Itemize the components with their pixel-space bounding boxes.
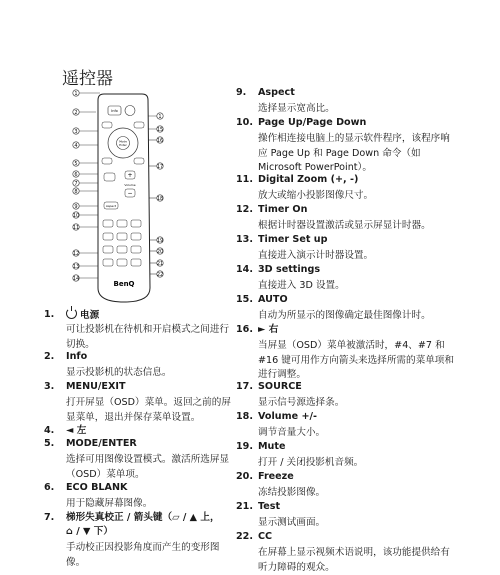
item-heading: MENU/EXIT xyxy=(66,381,126,392)
item-description: 可让投影机在待机和开启模式之间进行切换。 xyxy=(66,324,230,350)
item-description: 直接进入 3D 设置。 xyxy=(258,280,345,291)
list-item-number: 20. xyxy=(236,471,253,482)
item-heading: 梯形失真校正 / 箭头键（▱ / ▲ 上，⌂ / ▼ 下） xyxy=(66,512,220,537)
item-heading: Timer On xyxy=(258,204,308,215)
item-heading: Digital Zoom (+, -) xyxy=(258,174,359,185)
list-item-number: 18. xyxy=(236,411,253,422)
svg-text:19: 19 xyxy=(156,237,164,244)
list-item-number: 10. xyxy=(236,117,253,128)
item-heading: CC xyxy=(258,531,273,542)
item-heading: 3D settings xyxy=(258,264,321,275)
svg-text:+: + xyxy=(127,172,133,179)
item-heading: MODE/ENTER xyxy=(66,438,137,449)
page-title: 遥控器 xyxy=(62,69,113,89)
power-icon xyxy=(66,308,77,319)
list-item-number: 17. xyxy=(236,381,253,392)
list-item-number: 16. xyxy=(236,324,253,335)
remote-drawing xyxy=(70,88,185,306)
list-item-number: 13. xyxy=(236,234,253,245)
item-heading: AUTO xyxy=(258,294,288,305)
svg-text:Volume: Volume xyxy=(124,183,136,187)
svg-text:Enter: Enter xyxy=(119,142,127,147)
svg-text:Info: Info xyxy=(111,109,118,113)
item-description: 显示信号源选择条。 xyxy=(258,397,345,408)
svg-text:2: 2 xyxy=(74,109,78,116)
svg-text:14: 14 xyxy=(72,275,80,282)
svg-text:1: 1 xyxy=(158,113,162,120)
item-heading: 电源 xyxy=(80,310,100,321)
list-item: 5. xyxy=(44,438,55,449)
item-heading: Info xyxy=(66,351,88,362)
svg-text:4: 4 xyxy=(74,142,78,149)
svg-text:9: 9 xyxy=(74,203,78,210)
item-heading: Page Up/Page Down xyxy=(258,117,367,128)
item-description: 选择显示宽高比。 xyxy=(258,103,335,114)
item-heading: Freeze xyxy=(258,471,294,482)
item-description: 直接进入演示计时器设置。 xyxy=(258,250,374,261)
list-item-number: 21. xyxy=(236,501,253,512)
svg-text:11: 11 xyxy=(72,224,80,231)
svg-text:Mode: Mode xyxy=(119,139,127,144)
svg-text:18: 18 xyxy=(156,195,164,202)
item-heading: SOURCE xyxy=(258,381,302,392)
list-item-number: 22. xyxy=(236,531,253,542)
svg-text:13: 13 xyxy=(72,263,80,270)
svg-text:16: 16 xyxy=(156,137,164,144)
item-description: 打开屏显（OSD）菜单。返回之前的屏显菜单，退出并保存菜单设置。 xyxy=(66,397,231,423)
svg-text:17: 17 xyxy=(156,163,164,170)
item-description: 冻结投影图像。 xyxy=(258,487,326,498)
item-description: 根据计时器设置激活或显示屏显计时器。 xyxy=(258,220,431,231)
svg-text:8: 8 xyxy=(74,188,78,195)
list-item-number: 15. xyxy=(236,294,253,305)
svg-text:10: 10 xyxy=(72,212,80,219)
svg-text:15: 15 xyxy=(156,126,164,133)
svg-text:7: 7 xyxy=(74,180,78,187)
list-item: 7. xyxy=(44,512,55,523)
item-description: 显示测试画面。 xyxy=(258,517,326,528)
list-item: 3. xyxy=(44,381,55,392)
remote-brand: BenQ xyxy=(113,280,135,288)
list-item: 6. xyxy=(44,482,55,493)
list-item: 2. xyxy=(44,351,55,362)
item-description: 用于隐藏屏幕图像。 xyxy=(66,498,153,509)
svg-text:6: 6 xyxy=(74,171,78,178)
item-heading: Test xyxy=(258,501,281,512)
item-description: 手动校正因投影角度而产生的变形图像。 xyxy=(66,542,220,568)
item-heading: Aspect xyxy=(258,87,295,98)
svg-text:−: − xyxy=(127,190,133,197)
item-description: 当屏显（OSD）菜单被激活时，#4、#7 和 #16 键可用作方向箭头来选择所需的菜单项和进行调整。 xyxy=(258,340,454,380)
svg-text:Aspect: Aspect xyxy=(105,204,117,208)
item-description: 显示投影机的状态信息。 xyxy=(66,367,172,378)
item-heading: ► 右 xyxy=(258,324,279,335)
list-item: 4. xyxy=(44,425,55,436)
remote-illustration xyxy=(70,88,185,306)
item-heading: Timer Set up xyxy=(258,234,328,245)
svg-text:1: 1 xyxy=(74,90,78,97)
item-description: 选择可用图像设置模式。激活所选屏显（OSD）菜单项。 xyxy=(66,454,230,480)
item-description: 调节音量大小。 xyxy=(258,427,326,438)
item-description: 打开 / 关闭投影机音频。 xyxy=(258,457,364,468)
list-item-number: 11. xyxy=(236,174,253,185)
item-heading: Mute xyxy=(258,441,286,452)
item-description: 在屏幕上显示视频术语说明，该功能提供给有听力障碍的观众。 xyxy=(258,547,450,573)
svg-text:5: 5 xyxy=(74,160,78,167)
item-description: 自动为所显示的图像确定最佳图像计时。 xyxy=(258,310,431,321)
list-item-number: 14. xyxy=(236,264,253,275)
item-description: 操作相连接电脑上的显示软件程序，该程序响应 Page Up 和 Page Down 命令（如 Microsoft PowerPoint）。 xyxy=(258,133,450,173)
item-heading: ◄ 左 xyxy=(66,425,87,436)
svg-text:12: 12 xyxy=(72,250,80,257)
svg-text:3: 3 xyxy=(74,128,78,135)
list-item-number: 19. xyxy=(236,441,253,452)
list-item-number: 9. xyxy=(236,87,247,98)
svg-text:22: 22 xyxy=(156,271,164,278)
svg-text:20: 20 xyxy=(156,248,164,255)
item-heading: ECO BLANK xyxy=(66,482,128,493)
svg-text:21: 21 xyxy=(156,260,164,267)
list-item-number: 12. xyxy=(236,204,253,215)
item-description: 放大或缩小投影图像尺寸。 xyxy=(258,190,374,201)
item-heading: Volume +/- xyxy=(258,411,317,422)
